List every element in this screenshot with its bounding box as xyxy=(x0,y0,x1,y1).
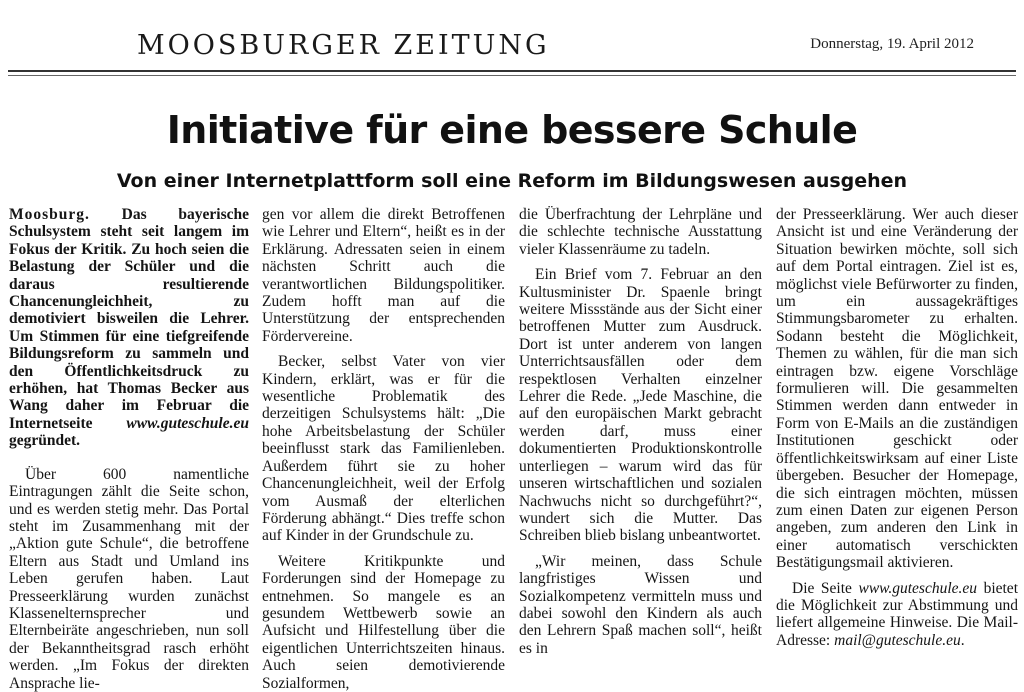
closing-text: Die Seite xyxy=(792,579,859,597)
article-column-3 xyxy=(519,206,762,657)
dateline: Moosburg. xyxy=(9,206,90,223)
newspaper-name: MOOSBURGER ZEITUNG xyxy=(137,30,550,61)
issue-date: Donnerstag, 19. April 2012 xyxy=(810,36,974,52)
email-link[interactable]: mail@guteschule.eu xyxy=(834,631,961,649)
masthead-rule-thin xyxy=(8,75,1016,76)
website-link[interactable]: www.guteschule.eu xyxy=(126,414,249,432)
body-paragraph: der Presseerklärung. Wer auch dieser Ansicht ist und eine Veränderung der Situation bewirken möchte, soll sich auf dem Portal eintragen. Ziel ist es, möglichst viele Befürworter zu finden, um ein aussagekräftiges Stimmungsbarometer zu erhalten. Sodann besteht die Möglichkeit, Themen zu wählen, für die man sich eintragen bzw. eigene Vorschläge formulieren will. Die gesammelten Stimmen werden dann entweder in Form von E-Mails an die zuständigen Institutionen geschickt oder öffentlichkeitswirksam auf einer Liste übergeben. Besucher der Homepage, die sich eintragen möchten, müssen zum einen Daten zur eigenen Person angeben, zum anderen den Link in einer automatisch verschickten Bestätigungsmail aktivieren. xyxy=(776,206,1018,572)
body-paragraph: Weitere Kritikpunkte und Forderungen sind der Homepage zu entnehmen. So mangele es an gesundem Wettbewerb sowie an Aufsicht und Hilfestellung über die eigentlichen Unterrichtszeiten hinaus. Auch seien demotivierende Sozialformen, xyxy=(262,552,505,692)
lead-text: Das bayerische Schulsystem steht seit langem im Fokus der Kritik. Zu hoch seien die Belastung der Schüler und die daraus resultierende Chancenungleichheit, zu demotiviert bisweilen die Lehrer. Um Stimmen für eine tiefgreifende Bildungsreform zu sammeln und den Öffentlichkeitsdruck zu erhöhen, hat Thomas Becker aus Wang daher im Februar die Internetseite xyxy=(9,206,249,432)
article-column-1 xyxy=(9,206,249,692)
body-paragraph: gen vor allem die direkt Betroffenen wie Lehrer und Eltern“, heißt es in der Erklärung. Adressaten seien in einem nächsten Schritt auch die verantwortlichen Bildungspolitiker. Zudem hofft man auf die Unterstützung der entsprechenden Fördervereine. xyxy=(262,206,505,345)
article-column-4 xyxy=(776,206,1018,649)
article-headline: Initiative für eine bessere Schule xyxy=(166,108,858,152)
closing-text-middle: bietet die Möglichkeit zur Abstimmung und liefert allgemeine Hinweise. Die Mail-Adresse: xyxy=(776,579,1018,649)
lead-paragraph xyxy=(9,206,249,450)
masthead-rule-thick xyxy=(8,70,1016,72)
closing-paragraph xyxy=(776,580,1018,650)
body-paragraph: Ein Brief vom 7. Februar an den Kultusminister Dr. Spaenle bringt weitere Missstände aus der Sicht einer betroffenen Mutter zum Ausdruck. Dort ist unter anderem von langen Unterrichtsausfällen oder dem respektlosen Verhalten einzelner Lehrer die Rede. „Jede Maschine, die auf den europäischen Markt gebracht werden darf, muss einer dokumentierten Produktionskontrolle unterliegen – warum wird das für unseren wirtschaftlichen und sozialen Nachwuchs nicht so durchgeführt?“, wundert sich die Mutter. Das Schreiben blieb bislang unbeantwortet. xyxy=(519,266,762,545)
masthead xyxy=(0,0,1024,80)
closing-text-end: . xyxy=(960,631,965,649)
body-paragraph: Über 600 namentliche Eintragungen zählt die Seite schon, und es werden stetig mehr. Das Portal steht im Zusammenhang mit der „Aktion gute Schule“, die betroffene Eltern aus Stadt und Umland ins Leben gerufen haben. Laut Presseerklärung wurden zunächst Klassenelternsprecher und Elternbeiräte angeschrieben, nun soll der Bekanntheitsgrad rasch erhöht werden. „Im Fokus der direkten Ansprache lie- xyxy=(9,465,249,692)
article-column-2 xyxy=(262,206,505,692)
body-paragraph: die Überfrachtung der Lehrpläne und die schlechte technische Ausstattung vieler Klassenräume zu tadeln. xyxy=(519,206,762,258)
article-subheadline: Von einer Internetplattform soll eine Reform im Bildungswesen ausgehen xyxy=(116,170,908,192)
website-link[interactable]: www.guteschule.eu xyxy=(858,579,978,597)
body-paragraph: „Wir meinen, dass Schule langfristiges Wissen und Sozialkompetenz vermitteln muss und dabei sowohl den Kindern als auch den Lehrern Spaß machen soll“, heißt es in xyxy=(519,552,762,657)
lead-text-end: gegründet. xyxy=(9,432,81,450)
body-paragraph: Becker, selbst Vater von vier Kindern, erklärt, was er für die wesentliche Problematik des derzeitigen Schulsystems hält: „Die hohe Arbeitsbelastung der Schüler beeinflusst stark das Familienleben. Außerdem führt sie zu hoher Chancenungleichheit, weil der Erfolg vom Ausmaß der elterlichen Förderung abhängt.“ Dies treffe schon auf Kinder in der Grundschule zu. xyxy=(262,353,505,545)
